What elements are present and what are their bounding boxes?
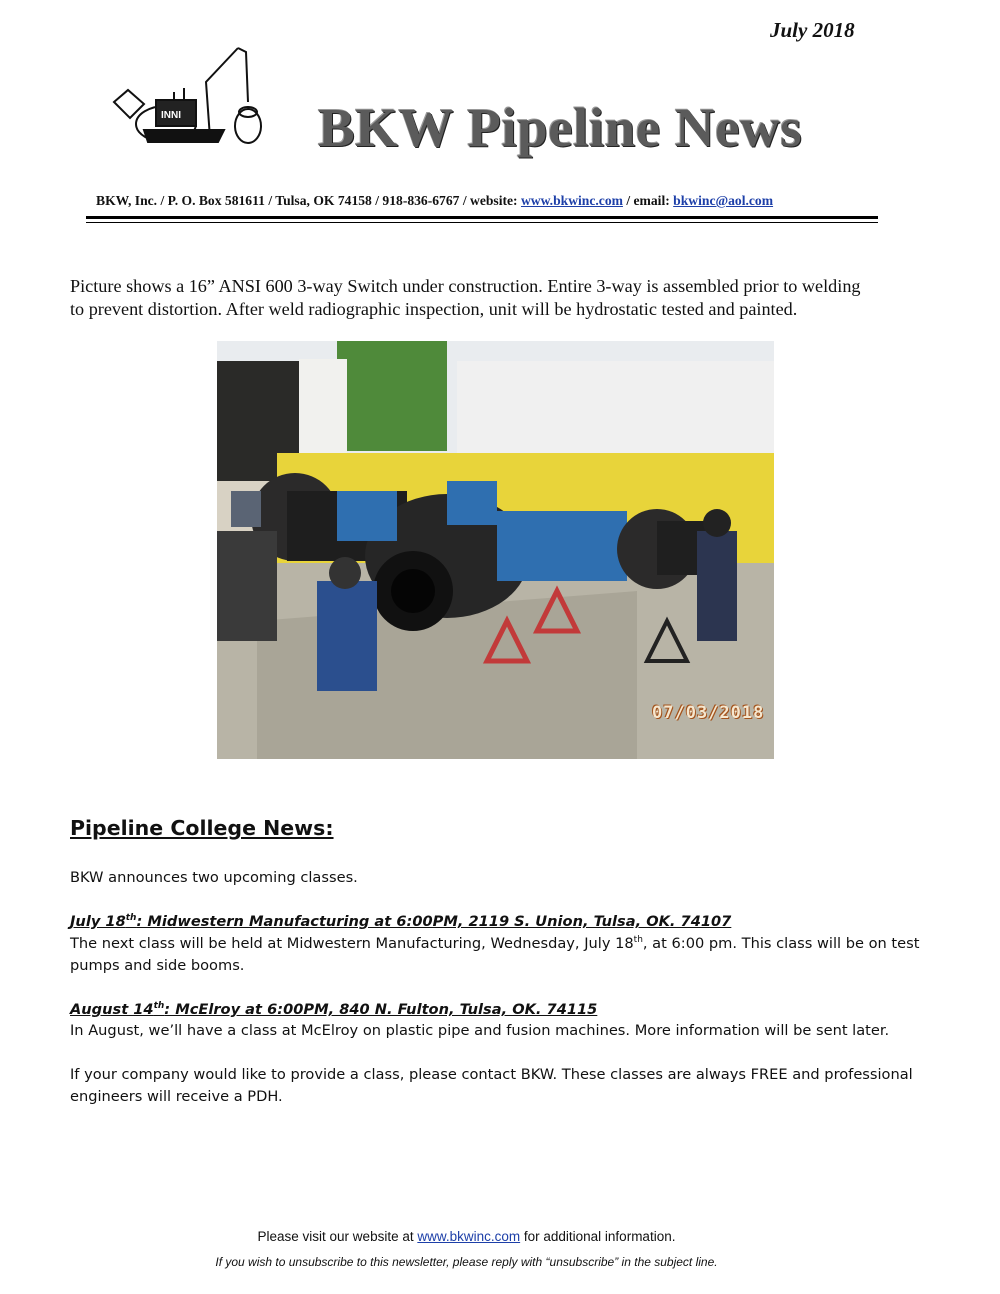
section-heading: Pipeline College News: bbox=[70, 816, 334, 840]
photo-date-stamp: 07/03/2018 bbox=[652, 703, 765, 723]
sideboom-tractor-logo bbox=[98, 42, 268, 154]
welding-machine bbox=[217, 531, 277, 641]
issue-date: July 2018 bbox=[770, 18, 855, 42]
footer-website-link[interactable]: www.bkwinc.com bbox=[417, 1229, 521, 1244]
worker-background bbox=[231, 491, 261, 527]
website-link[interactable]: www.bkwinc.com bbox=[520, 193, 623, 208]
newsletter-title: BKW Pipeline News bbox=[318, 97, 803, 158]
email-link[interactable]: bkwinc@aol.com bbox=[673, 193, 774, 208]
class-2-heading: August 14th: McElroy at 6:00PM, 840 N. Fulton, Tulsa, OK. 74115 bbox=[70, 1001, 598, 1018]
header-rule-thick bbox=[86, 216, 878, 219]
blue-valve-body bbox=[497, 511, 627, 581]
closing-paragraph: If your company would like to provide a class, please contact BKW. These classes are always FREE and professional engineers will receive a PDH. bbox=[70, 1066, 913, 1105]
class-1-description: The next class will be held at Midwestern Manufacturing, Wednesday, July 18th, at 6:00 pm. This class will be on test pumps and side booms. bbox=[70, 935, 920, 974]
svg-text:INNI: INNI bbox=[161, 110, 181, 121]
tree-foliage bbox=[337, 341, 447, 451]
announcement-text: BKW announces two upcoming classes. bbox=[70, 869, 358, 886]
footer-visit-line: Please visit our website at www.bkwinc.com for additional information. bbox=[257, 1229, 676, 1244]
footer-unsubscribe-note: If you wish to unsubscribe to this newsletter, please reply with “unsubscribe” in the subject line. bbox=[215, 1255, 718, 1269]
header-rule-thin bbox=[86, 222, 878, 223]
class-2-description: In August, we’ll have a class at McElroy on plastic pipe and fusion machines. More information will be sent later. bbox=[70, 1022, 890, 1039]
contact-line bbox=[96, 193, 773, 209]
class-1-heading: July 18th: Midwestern Manufacturing at 6:00PM, 2119 S. Union, Tulsa, OK. 74107 bbox=[70, 913, 732, 930]
email-label: / email: bbox=[622, 193, 674, 208]
boom-line-icon bbox=[206, 48, 238, 138]
contact-address: BKW, Inc. / P. O. Box 581611 / Tulsa, OK 74158 / 918-836-6767 / website: bbox=[96, 193, 521, 208]
welder-left bbox=[317, 581, 377, 691]
welder-right bbox=[697, 531, 737, 641]
valve-construction-photo bbox=[217, 341, 774, 759]
photo-caption-paragraph: Picture shows a 16” ANSI 600 3-way Switch under construction. Entire 3-way is assembled prior to welding to prevent distortion. After weld radiographic inspection, unit will be hydrostatic tested and painted. bbox=[70, 276, 861, 319]
counterweight-icon bbox=[114, 90, 144, 118]
